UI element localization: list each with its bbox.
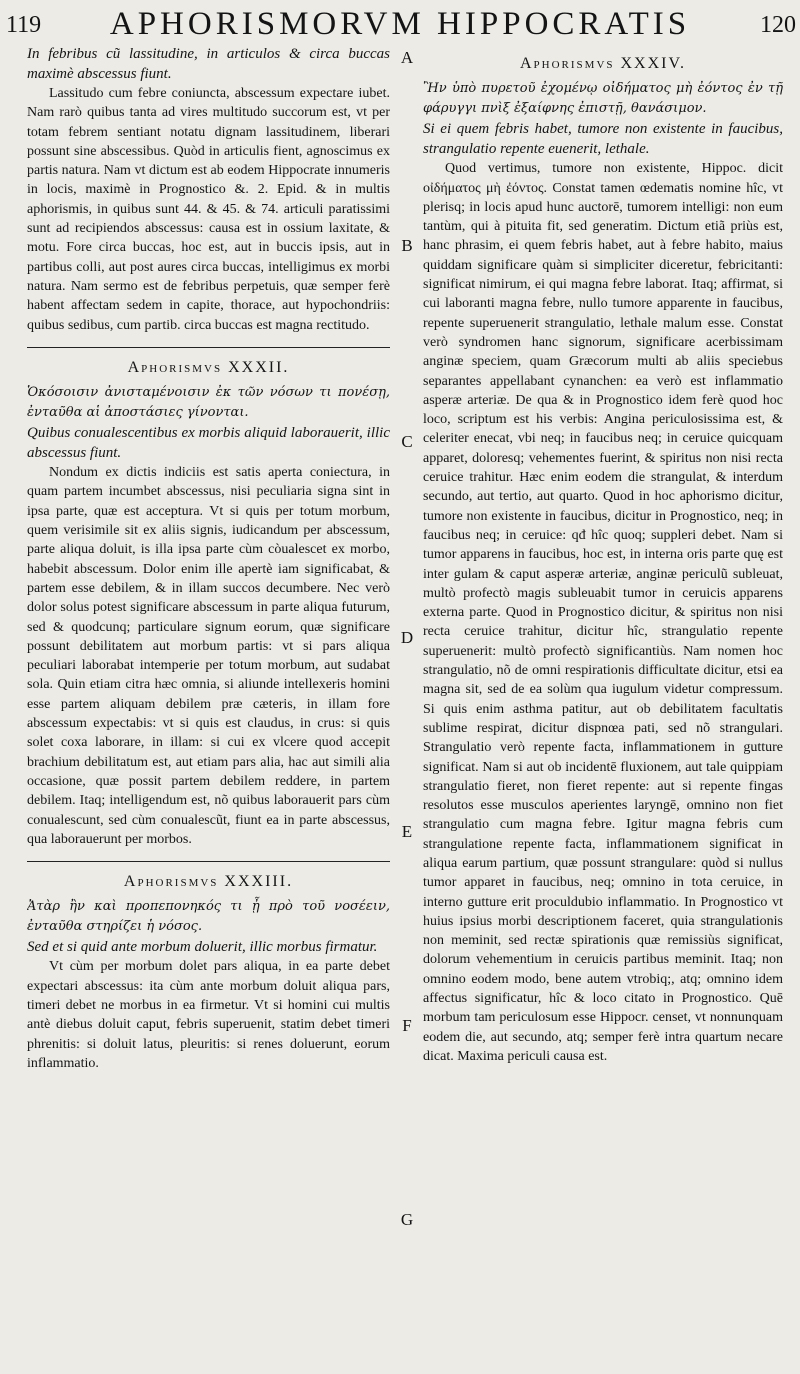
section-divider (27, 861, 390, 862)
margin-letter-b: B (401, 236, 413, 255)
section-divider (27, 347, 390, 348)
aphorism-33-latin: Sed et si quid ante morbum doluerit, illic morbus firmatur. (27, 939, 378, 956)
commentary-31: Lassitudo cum febre coniuncta, abscessum expectare iubet. Nam rarò quibus tanta ad vires multitudo succorum est, vt per totam febrem sentiant notatu dignam lassitudinem, liberari possunt sine abscessibus. Quòd in articulis fient, agnoscimus ex partis natura. Nam vt dictum est ab eodem Hippocrate innumeris in locis, maximè in Prognostico &. 2. Epid. & in multis aphorismis, in quibus sunt 44. & 45. & 74. articuli paratissimi sunt ad recipiendos abscessus: causa est in ossium laxitate, & motu. Fore circa buccas, hoc est, aut in buccis ipsis, aut in partibus colli, aut post aures circa buccas, intelligimus ex morbi natura. Nam sermo est de febribus perpetuis, quæ semper ferè habent affectam sedem in capite, thorace, aut hypochondriis: quibus sedibus, cum partib. circa buccas est magna rectitudo. (27, 86, 390, 333)
commentary-33: Vt cùm per morbum dolet pars aliqua, in ea parte debet expectari abscessus: ita cùm ante morbum doluit aliqua pars, timeri debet ne morbus in ea firmetur. Vt si homini cui multis antè diebus doluit caput, febris superuenit, statim debet timeri phrenitis: si doluit latus, pleuritis: si renes doluerunt, eorum inflammatio. (27, 959, 390, 1071)
aphorism-32-heading: Aphorismvs XXXII. (127, 358, 290, 376)
page-number-left: 119 (6, 12, 42, 38)
running-header (0, 0, 800, 44)
aphorism-34-latin: Si ei quem febris habet, tumore non existente in faucibus, strangulatio repente euenerit, lethale. (423, 121, 783, 158)
margin-letter-e: E (401, 822, 413, 841)
commentary-32: Nondum ex dictis indiciis est satis aperta coniectura, in quam partem incumbet abscessus, nisi peculiaria signa sint in ipsa parte, quæ est acceptura. Vt si quis per totum morbum, quem verisimile sit ex aliis signis, iudicandum per abscessum, parte aliqua doluit, is illa ipsa parte cùm còualescet ex morbo, habebit abscessum. Dolor enim ille apertè iam significabat, & partem esse debilem, & in illam succos decumbere. Nec verò dolor solus potest significare abscessum in parte aliqua futurum, sed & quodcunq; particulare signum eorum, quæ significare possunt debilitatem aut morbum partis: vt si pars aliqua peculiari laborabat intemperie per totum morbum, aut sudabat sola. Quin etiam citra hæc omnia, si aliunde intellexeris homini esse partem aliquam debilem præ cæteris, in illam fore abscessum expectabis: vt si quis est claudus, in crus: si quis solet coxa laborare, in illam: si cui ex vlcere quod accepit brachium debilitatum est, aut etiam pars alia, hac aut simili alia occasione, quæ possit partem debilem reddere, in partem debilem. Itaq; intelligendum est, nõ quibus laborauerit pars cùm conualescunt, sed cùm conualescũt, fiunt ea in parte abscessus, qua laborauerunt per morbos. (27, 465, 390, 847)
aphorism-34-heading: Aphorismvs XXXIV. (519, 55, 686, 72)
aphorism-32-latin: Quibus conualescentibus ex morbis aliquid laborauerit, illic abscessus fiunt. (27, 425, 390, 462)
lemma-31: In febribus cũ lassitudine, in articulos & circa buccas maximè abscessus fiunt. (27, 46, 390, 82)
aphorism-33-greek: Ἀτὰρ ἢν καὶ προπεπονηκός τι ᾖ πρὸ τοῦ νοσέειν, ἐνταῦθα στηρίζει ἡ νόσος. (27, 899, 390, 935)
margin-letter-a: A (400, 48, 414, 67)
left-column (27, 44, 390, 1368)
aphorism-32-greek: Ὁκόσοισιν ἀνισταμένοισιν ἐκ τῶν νόσων τι πονέσῃ, ἐνταῦθα αἱ ἀποστάσιες γίνονται. (27, 385, 390, 421)
right-column (423, 44, 783, 1368)
aphorism-34-greek: Ἢν ὑπὸ πυρετοῦ ἐχομένῳ οἰδήματος μὴ ἐόντος ἐν τῇ φάρυγγι πνὶξ ἐξαίφνης ἐπιστῇ, θανάσιμον. (423, 81, 783, 117)
margin-letter-g: G (400, 1210, 414, 1229)
commentary-34: Quod vertimus, tumore non existente, Hippoc. dicit οἰδήματος μὴ ἐόντος. Constat tamen œdematis nomine hîc, vt plerisq; in locis apud hunc auctorē, tumorem intelligi: non eum tantùm, qui à pituita fit, sed generatim. Dictum etiã priùs est, hanc phrasim, ei quem febris habet, aut à febre habito, maius quiddam significare quàm si simpliciter diceretur, febricitanti: significat nimirum, ei qui magna febre laborat. Itaq; affirmat, si cui laboranti magna febre, nullo tumore apparente in faucibus, repente superuenerit strangulatio, lethale malum esse. Constat verò syndromen hanc signorum, significare acerbissimam anginæ speciem, quam Græcorum multi ab aliis speciebus separantes appellabant cynanchen: ea verò est inflammatio asperæ arteriæ. De qua & in Prognostico idem ferè quod hoc loco, scriptum est his verbis: Angina periculosissima est, & celeriter enecat, vbi neq; in faucibus neq; in ceruice quicquam apparet, doloresq; vehementes fuerint, & spiritus non nisi recta ceruice trahitur. Hæc enim eodem die strangulat, & interdum secundo, aut tertio, aut quarto. Quod in hoc aphorismo dicitur, tumore non existente in faucibus, dicitur in Prognostico, neq; in faucibus neq; in ceruice: qđ hîc quoq; suppleri debet. Nam si tumor apparens in faucibus, hoc est, in interna oris parte quę est inter gulam & caput asperæ arteriæ, anginæ periculũ subleuat, multò profectò magis subleuabit tumor in ceruicis apparens externa parte. Quod in Prognostico dicitur, & spiritus non nisi recta ceruice trahitur, dicitur hîc, strangulatio repente superuenerit: multò profectò significantiùs. Nam nomen hoc strangulatio, nõ de omni respirationis difficultate dicitur, etsi ea magna sit, sed de ea solùm qua iugulum videtur compressum. Si quis enim asthma patitur, aut ob debilitatem facultatis sublime respirat, dicitur dispnœa pati, sed nõ strangulari. Strangulatio verò repente facta, inflammationem in gutture significat. Nam si aut ob incidentē fluxionem, aut tale quippiam strangulatio fieret, non fieret repente: aut si repente fingas resolutos esse musculos aperientes laryngē, omnino non fiet strangulatio cum magna febre. Igitur magna febris cum strangulatione repente facta, inflammationem significat in aliqua earum partium, quæ possunt strangulare: quòd si nullus tumor apparet in faucibus, neq; omnino in tota ceruice, in interno gutture erit proculdubio inflammatio. In Prognostico vt huius ipsius morbi descriptionem faceret, quia strangulationis non meminit, sed rectæ spirationis quæ remissiùs significat, dolorum vehementium in ceruicis partibus meminit. Itaq; non omnino eodem modo, bene autem vtrobiq;, atq; omnino idem affectus significatur, hîc & loco citato in Prognostico. Quē morbum tam periculosum esse Hippocr. censet, vt nonnunquam eodem die, aut secundo, atq; semper ferè intra quartum necare dicat. Maxima periculi causa est. (423, 161, 783, 1064)
margin-letter-f: F (402, 1016, 412, 1035)
margin-letter-c: C (401, 432, 413, 451)
running-title: APHORISMORVM HIPPOCRATIS (109, 6, 691, 42)
page-number-right: 120 (760, 12, 796, 38)
aphorism-33-heading: Aphorismvs XXXIII. (123, 873, 294, 891)
margin-letter-d: D (400, 628, 414, 647)
